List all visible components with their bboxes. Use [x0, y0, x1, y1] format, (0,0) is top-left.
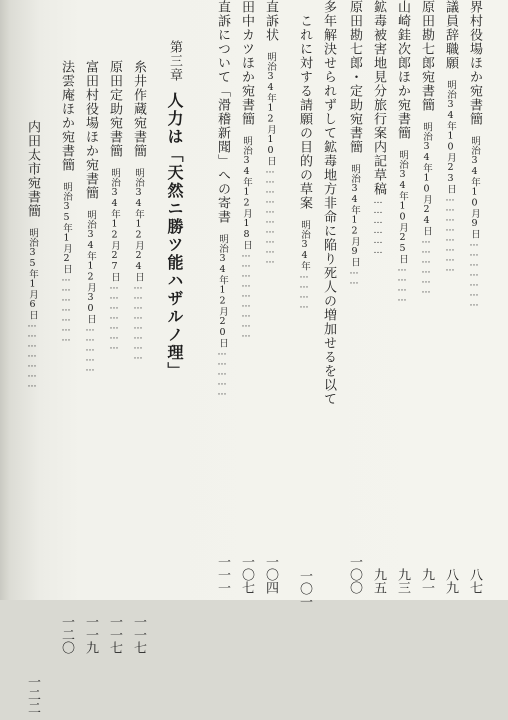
- toc-entry: [56, 0, 76, 660]
- page-number: 九五: [371, 568, 386, 594]
- toc-entry: [212, 0, 232, 600]
- entry-date: 明治34年: [299, 220, 310, 271]
- leader-dots: …………: [397, 263, 407, 304]
- page-number: 一〇一: [297, 569, 312, 608]
- entry-title: 直訴状: [263, 0, 278, 42]
- entry-date: 明治34年10月24日: [421, 122, 432, 236]
- entry-date: 明治34年10月25日: [397, 150, 408, 264]
- leader-dots: ………………: [421, 235, 431, 296]
- toc-entry: [104, 0, 124, 660]
- toc-entry: [440, 0, 460, 600]
- page-number: 九三: [395, 568, 410, 594]
- entry-date: 明治34年12月9日: [349, 164, 360, 267]
- toc-entry: [368, 0, 388, 600]
- entry-title: 富田村役場ほか宛書簡: [83, 60, 98, 200]
- chapter-heading: [156, 0, 186, 640]
- page-number: 一一七: [107, 615, 122, 654]
- page-number: 八九: [443, 568, 458, 594]
- entry-title: 原田勘七郎宛書簡: [419, 0, 434, 112]
- toc-entry: [344, 0, 364, 600]
- entry-date: 明治34年12月24日: [133, 168, 144, 282]
- page-number: 一二二: [25, 675, 40, 714]
- leader-dots: ……………: [85, 323, 95, 374]
- entry-title: 原田勘七郎・定助宛書簡: [347, 0, 362, 154]
- entry-title: 糸井作蔵宛書簡: [131, 60, 146, 158]
- toc-entry: [22, 0, 42, 720]
- entry-title: 界村役場ほか宛書簡: [467, 0, 482, 126]
- page-number: 一〇四: [263, 555, 278, 594]
- toc-entry: [464, 0, 484, 600]
- leader-dots: …………………: [109, 281, 119, 352]
- toc-entry: [80, 0, 100, 660]
- page-number: 一一九: [83, 615, 98, 654]
- toc-entry: [318, 0, 338, 600]
- entry-date: 明治35年1月6日: [27, 228, 38, 320]
- entry-title: 議員辞職願: [443, 0, 458, 70]
- leader-dots: …………: [299, 270, 309, 311]
- entry-date: 明治35年1月2日: [61, 182, 72, 274]
- entry-date: 明治34年12月20日: [217, 234, 228, 348]
- entry-title: 田中カツほか宛書簡: [239, 0, 254, 126]
- leader-dots: ……: [349, 266, 359, 287]
- leader-dots: ……………: [217, 347, 227, 398]
- entry-title: 直訴について「滑稽新聞」への寄書: [215, 0, 230, 224]
- entry-date: 明治34年10月9日: [469, 136, 480, 239]
- entry-date: 明治34年10月23日: [445, 80, 456, 194]
- leader-dots: ……………………: [133, 281, 143, 362]
- toc-entry: [416, 0, 436, 600]
- leader-dots: …………………: [61, 273, 71, 344]
- entry-date: 明治34年12月27日: [109, 168, 120, 282]
- page-number: 九一: [419, 568, 434, 594]
- chapter-number: 第三章: [167, 40, 182, 82]
- entry-date: 明治34年12月18日: [241, 136, 252, 250]
- entry-title: 多年解決せられずして鉱毒地方非命に陥り死人の増加せるを以て: [321, 0, 336, 406]
- leader-dots: …………………: [27, 319, 37, 390]
- toc-entry: [128, 0, 148, 660]
- toc-entry: [260, 0, 280, 600]
- entry-date: 明治34年12月10日: [265, 52, 276, 166]
- chapter-title: 人力は「天然ニ勝ツ能ハザルノ理」: [165, 92, 184, 380]
- entry-title: 原田定助宛書簡: [107, 60, 122, 158]
- toc-entry: [392, 0, 412, 600]
- page-number: 一一一: [215, 555, 230, 594]
- leader-dots: …………………………: [265, 165, 275, 266]
- toc-entry: [294, 0, 314, 614]
- page-number: 一〇七: [239, 555, 254, 594]
- entry-date: 明治34年12月30日: [85, 210, 96, 324]
- page-number: 一二〇: [59, 615, 74, 654]
- page-number: 八七: [467, 568, 482, 594]
- leader-dots: ………………………: [241, 249, 251, 340]
- toc-entry: [236, 0, 256, 600]
- leader-dots: ………………: [373, 196, 383, 256]
- leader-dots: …………………: [469, 238, 479, 309]
- entry-title: 法雲庵ほか宛書簡: [59, 60, 74, 172]
- page-number: 一〇〇: [347, 555, 362, 594]
- entry-title: 鉱毒被害地見分旅行案内記草稿: [371, 0, 386, 196]
- entry-title: 内田太市宛書簡: [25, 120, 40, 218]
- entry-title: 山崎銈次郎ほか宛書簡: [395, 0, 410, 140]
- entry-title: これに対する請願の目的の草案: [297, 14, 312, 210]
- page-number: 一一七: [131, 615, 146, 654]
- leader-dots: ……………………: [445, 193, 455, 274]
